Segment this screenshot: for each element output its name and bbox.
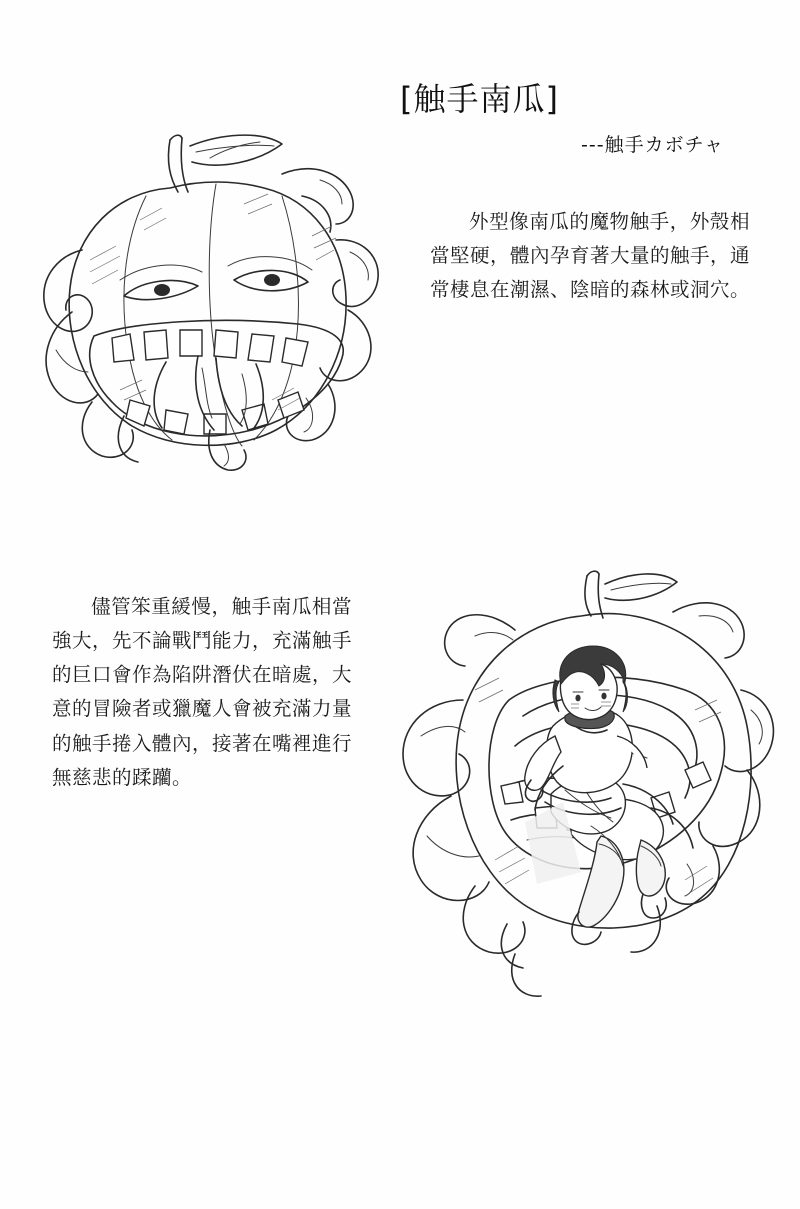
description-paragraph-bottom: 儘管笨重緩慢，触手南瓜相當強大，先不論戰鬥能力，充滿触手的巨口會作為陷阱潛伏在暗處，大意的冒險者或獵魔人會被充滿力量的触手捲入體內，接著在嘴裡進行無慈悲的蹂躪。 (52, 595, 353, 789)
title-block (400, 80, 760, 157)
pumpkin-girl-drawing (355, 540, 775, 1010)
tentacle-pumpkin-with-girl-illustration (355, 540, 775, 1010)
page-subtitle: ---触手カボチャ (581, 134, 724, 157)
tentacle-pumpkin-head-illustration (20, 100, 390, 480)
page-title: [触手南瓜] (400, 80, 559, 118)
pumpkin-head-drawing (20, 100, 390, 480)
description-paragraph-top: 外型像南瓜的魔物触手，外殼相當堅硬，體內孕育著大量的触手，通常棲息在潮濕、陰暗的森林或洞穴。 (430, 210, 751, 302)
